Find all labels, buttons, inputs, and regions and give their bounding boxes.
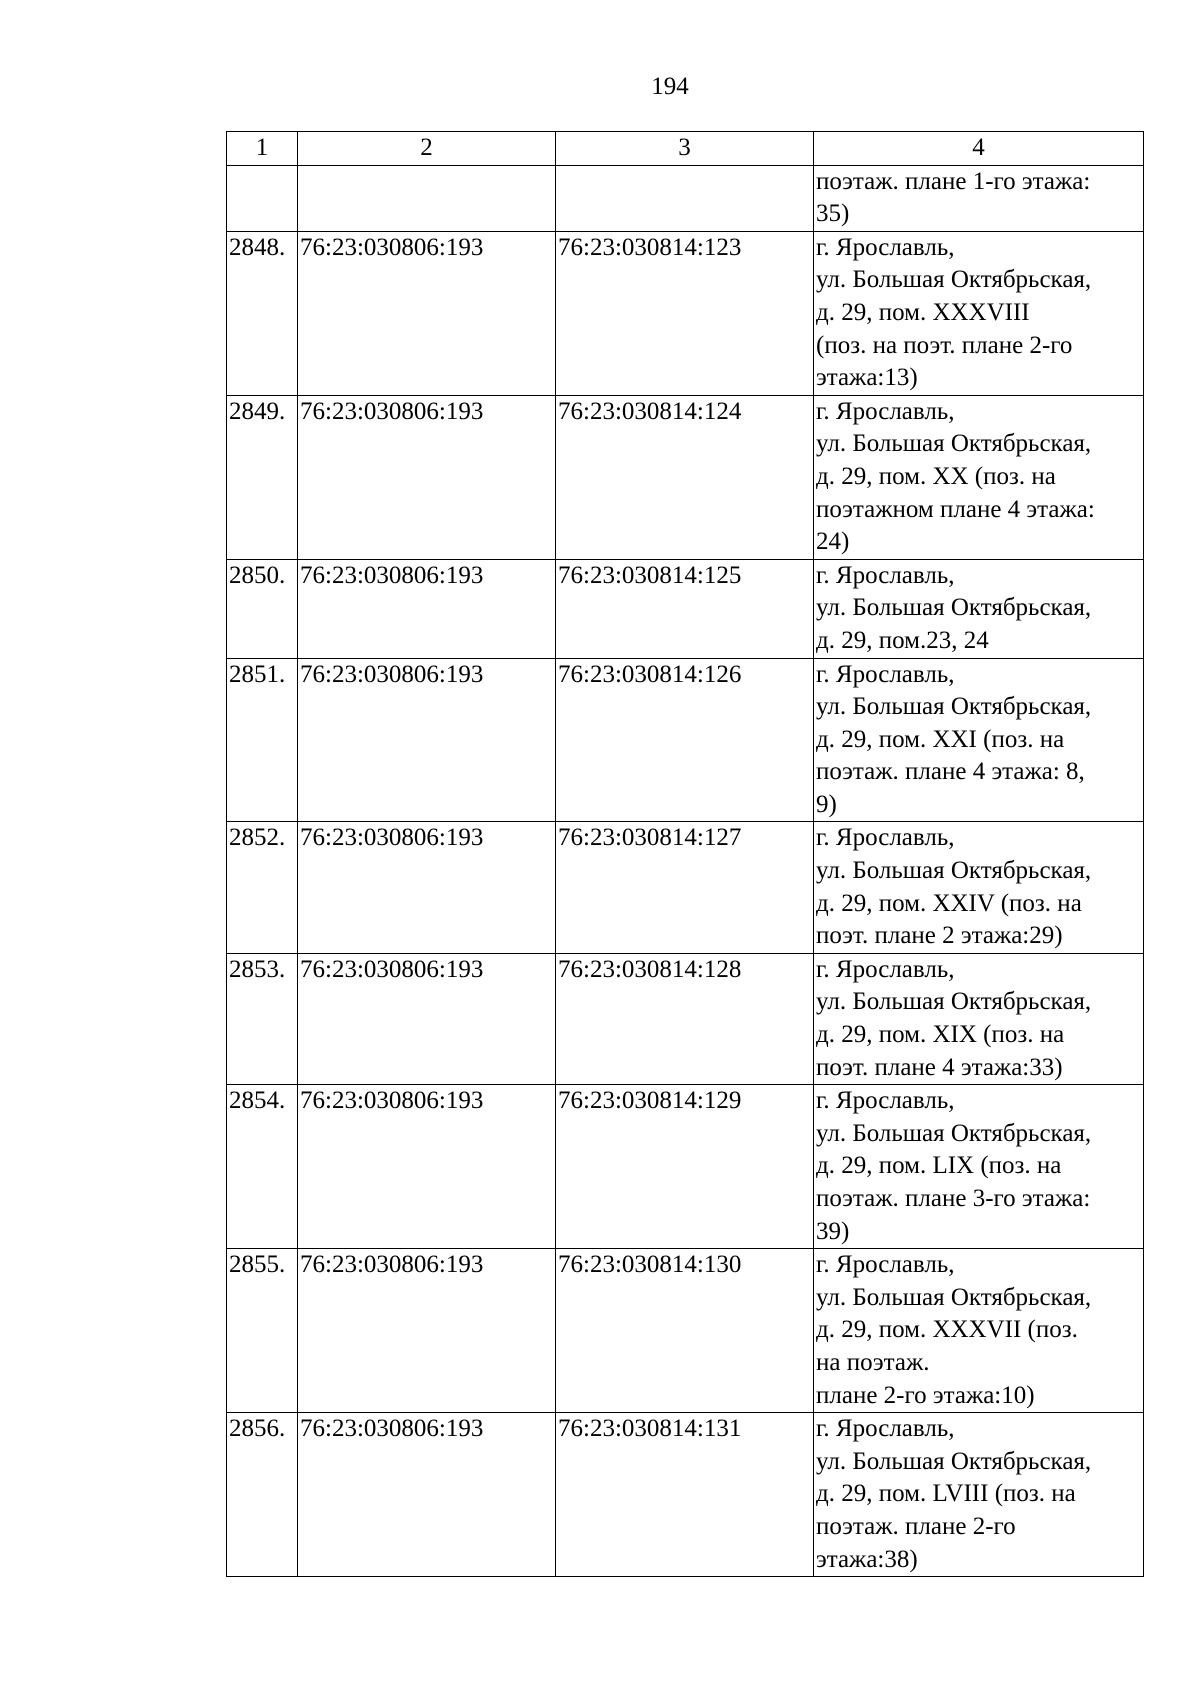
row-number: 2851. [227, 658, 298, 822]
row-number: 2855. [227, 1249, 298, 1413]
cadastral-number-col3: 76:23:030814:127 [556, 822, 814, 953]
address-line: д. 29, пом. XXIV (поз. на [816, 889, 1082, 917]
address-cell [814, 395, 1144, 559]
cadastral-number-col2: 76:23:030806:193 [298, 953, 556, 1084]
table-row [227, 953, 1144, 1084]
address-line: г. Ярославль, [816, 955, 955, 983]
header-col-3: 3 [556, 132, 814, 166]
address-line: (поз. на поэт. плане 2-го [816, 331, 1073, 359]
address-line: д. 29, пом. XX (поз. на [816, 462, 1056, 490]
cadastral-number-col3: 76:23:030814:131 [556, 1413, 814, 1577]
address-line: ул. Большая Октябрьская, [816, 857, 1092, 885]
address-cell [814, 658, 1144, 822]
cadastral-number-col3: 76:23:030814:124 [556, 395, 814, 559]
cadastral-number-col2: 76:23:030806:193 [298, 1413, 556, 1577]
address-line: ул. Большая Октябрьская, [816, 430, 1092, 458]
row-number [227, 165, 298, 231]
address-line: поэтажном плане 4 этажа: [816, 495, 1095, 523]
table-row [227, 822, 1144, 953]
address-line: 35) [816, 200, 850, 228]
cadastral-number-col2: 76:23:030806:193 [298, 1249, 556, 1413]
address-line: ул. Большая Октябрьская, [816, 1283, 1092, 1311]
address-line: этажа:38) [816, 1545, 918, 1573]
address-line: ул. Большая Октябрьская, [816, 693, 1092, 721]
header-col-4: 4 [814, 132, 1144, 166]
cadastral-number-col2: 76:23:030806:193 [298, 658, 556, 822]
address-line: ул. Большая Октябрьская, [816, 266, 1092, 294]
cadastral-number-col2: 76:23:030806:193 [298, 231, 556, 395]
address-line: плане 2-го этажа:10) [816, 1381, 1035, 1409]
address-line: этажа:13) [816, 364, 918, 392]
address-line: д. 29, пом. XXI (поз. на [816, 725, 1065, 753]
cadastral-number-col2: 76:23:030806:193 [298, 1085, 556, 1249]
cadastral-number-col3 [556, 165, 814, 231]
table-row [227, 1413, 1144, 1577]
address-line: ул. Большая Октябрьская, [816, 1447, 1092, 1475]
address-line: ул. Большая Октябрьская, [816, 988, 1092, 1016]
address-line: д. 29, пом. XXXVIII [816, 298, 1030, 326]
address-line: 39) [816, 1217, 850, 1245]
address-line: 24) [816, 528, 850, 556]
table-body [227, 165, 1144, 1577]
address-line: г. Ярославль, [816, 660, 955, 688]
table-row [227, 559, 1144, 658]
row-number: 2849. [227, 395, 298, 559]
address-line: г. Ярославль, [816, 1087, 955, 1115]
address-line: д. 29, пом. XIX (поз. на [816, 1021, 1065, 1049]
address-line: г. Ярославль, [816, 397, 955, 425]
table-row [227, 1249, 1144, 1413]
table-row [227, 658, 1144, 822]
address-line: г. Ярославль, [816, 1251, 955, 1279]
address-line: г. Ярославль, [816, 561, 955, 589]
address-cell [814, 1085, 1144, 1249]
address-line: ул. Большая Октябрьская, [816, 594, 1092, 622]
header-col-2: 2 [298, 132, 556, 166]
header-col-1: 1 [227, 132, 298, 166]
header-row [227, 132, 1144, 166]
cadastral-number-col3: 76:23:030814:130 [556, 1249, 814, 1413]
cadastral-number-col2: 76:23:030806:193 [298, 395, 556, 559]
address-line: г. Ярославль, [816, 1415, 955, 1443]
row-number: 2854. [227, 1085, 298, 1249]
cadastral-number-col3: 76:23:030814:126 [556, 658, 814, 822]
cadastral-number-col2: 76:23:030806:193 [298, 822, 556, 953]
table-row [227, 165, 1144, 231]
address-line: 9) [816, 790, 837, 818]
table-row [227, 1085, 1144, 1249]
address-cell [814, 822, 1144, 953]
address-line: поэтаж. плане 1-го этажа: [816, 167, 1091, 195]
table-row [227, 231, 1144, 395]
address-line: поэтаж. плане 3-го этажа: [816, 1185, 1091, 1212]
row-number: 2850. [227, 559, 298, 658]
address-cell [814, 1249, 1144, 1413]
address-line: поэт. плане 2 этажа:29) [816, 922, 1063, 950]
address-line: поэтаж. плане 2-го [816, 1512, 1016, 1540]
address-cell [814, 231, 1144, 395]
address-cell [814, 559, 1144, 658]
address-line: поэтаж. плане 4 этажа: 8, [816, 758, 1085, 786]
address-line: д. 29, пом. LVIII (поз. на [816, 1480, 1076, 1508]
address-line: ул. Большая Октябрьская, [816, 1119, 1092, 1147]
page-number: 194 [651, 73, 689, 100]
row-number: 2853. [227, 953, 298, 1084]
address-line: д. 29, пом. XXXVII (поз. [816, 1316, 1078, 1344]
cadastral-number-col3: 76:23:030814:125 [556, 559, 814, 658]
address-line: г. Ярославль, [816, 824, 955, 852]
address-cell [814, 165, 1144, 231]
registry-table [226, 131, 1144, 1577]
cadastral-number-col3: 76:23:030814:123 [556, 231, 814, 395]
row-number: 2852. [227, 822, 298, 953]
cadastral-number-col2 [298, 165, 556, 231]
row-number: 2848. [227, 231, 298, 395]
address-line: д. 29, пом. LIX (поз. на [816, 1152, 1062, 1180]
table-header [227, 132, 1144, 166]
cadastral-number-col3: 76:23:030814:129 [556, 1085, 814, 1249]
address-line: поэт. плане 4 этажа:33) [816, 1053, 1063, 1081]
table-row [227, 395, 1144, 559]
address-line: г. Ярославль, [816, 233, 955, 261]
address-cell [814, 953, 1144, 1084]
cadastral-number-col3: 76:23:030814:128 [556, 953, 814, 1084]
address-line: д. 29, пом.23, 24 [816, 626, 989, 654]
row-number: 2856. [227, 1413, 298, 1577]
address-cell [814, 1413, 1144, 1577]
address-line: на поэтаж. [816, 1348, 930, 1376]
cadastral-number-col2: 76:23:030806:193 [298, 559, 556, 658]
